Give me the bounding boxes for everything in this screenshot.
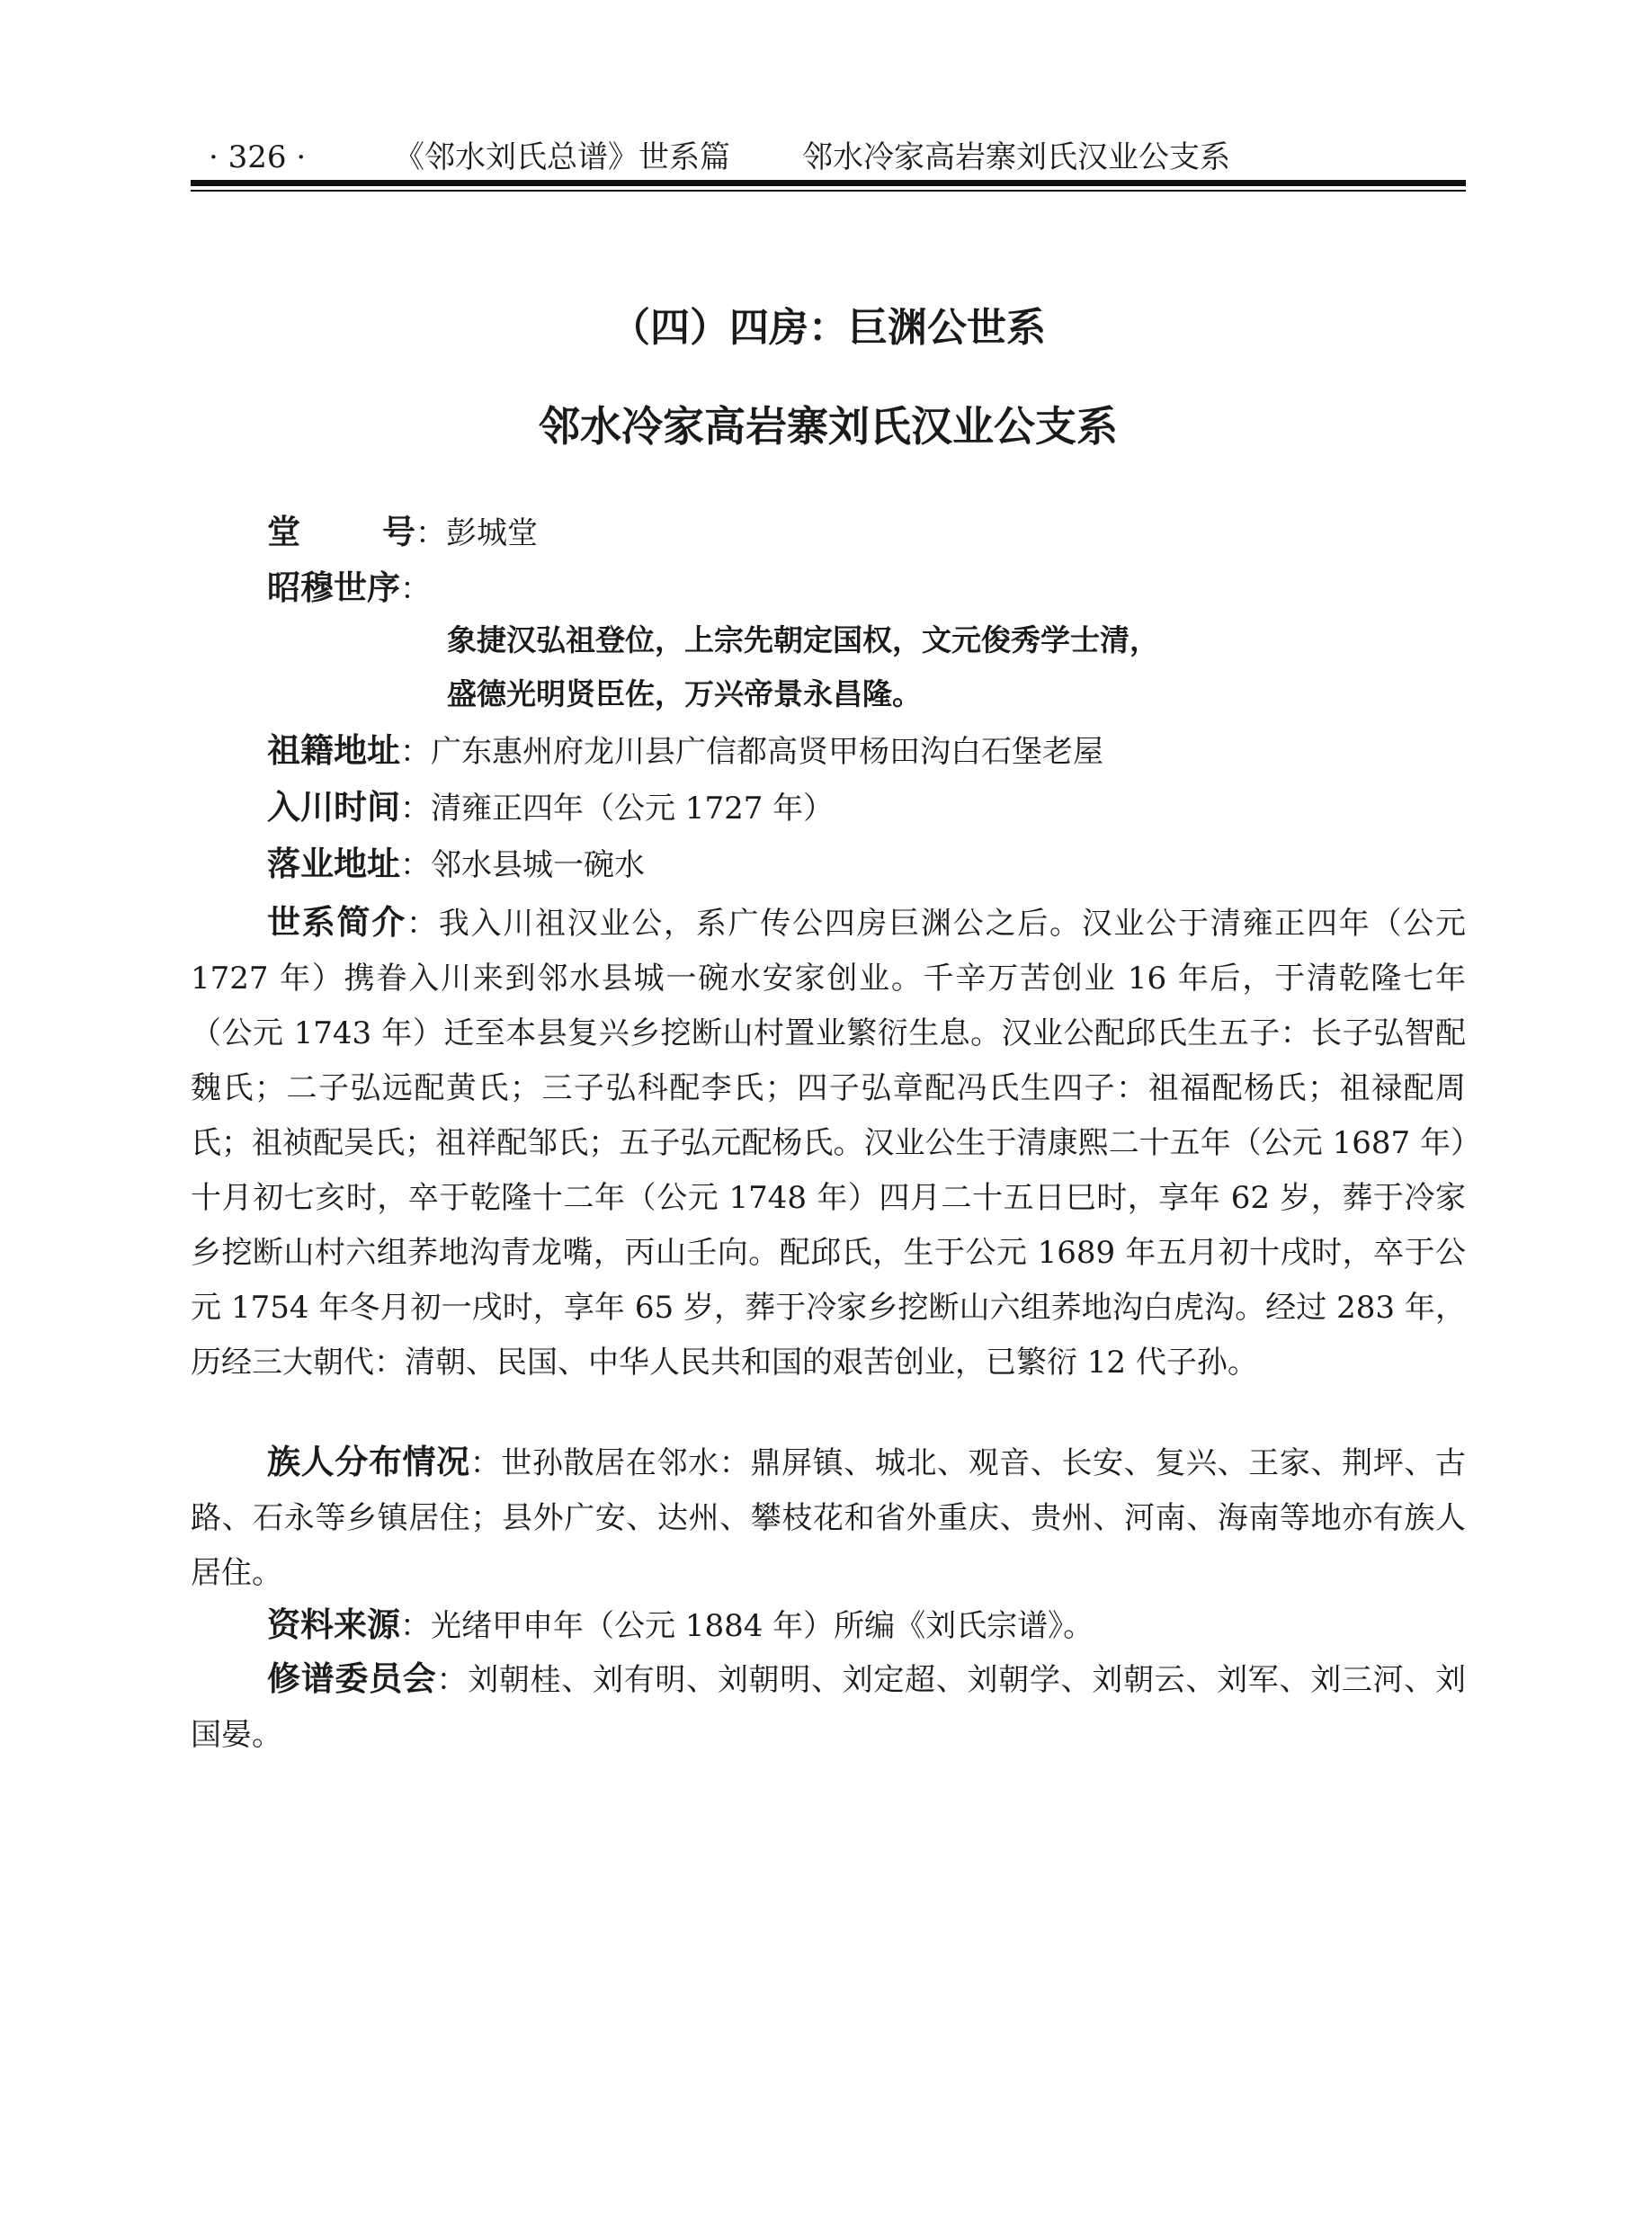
lineage-intro-paragraph <box>191 895 1466 1390</box>
committee-text: 刘朝桂、刘有明、刘朝明、刘定超、刘朝学、刘朝云、刘军、刘三河、刘国晏。 <box>191 1662 1467 1753</box>
entry-time-field <box>267 786 834 830</box>
source-paragraph <box>191 1597 1466 1654</box>
entry-time-value: 清雍正四年（公元 1727 年） <box>431 791 835 827</box>
colon: ： <box>400 734 431 770</box>
lineage-intro-label: 世系简介 <box>267 903 406 942</box>
hall-name-label: 堂号 <box>267 513 415 551</box>
committee-paragraph <box>191 1651 1466 1763</box>
header-rule-thick <box>191 180 1466 186</box>
distribution-label: 族人分布情况 <box>267 1443 470 1481</box>
colon: ： <box>436 1662 469 1698</box>
ancestral-address-field <box>267 729 1103 773</box>
source-label: 资料来源 <box>267 1605 400 1644</box>
settlement-address-label: 落业地址 <box>267 845 400 883</box>
distribution-paragraph <box>191 1435 1466 1601</box>
settlement-address-value: 邻水县城一碗水 <box>431 847 645 883</box>
source-text: 光绪甲申年（公元 1884 年）所编《刘氏宗谱》。 <box>431 1608 1094 1644</box>
ancestral-address-value: 广东惠州府龙川县广信都高贤甲杨田沟白石堡老屋 <box>431 734 1103 770</box>
section-heading: （四）四房：巨渊公世系 <box>611 305 1046 351</box>
ancestral-address-label: 祖籍地址 <box>267 731 400 770</box>
colon: ： <box>400 791 431 827</box>
colon: ： <box>415 515 446 551</box>
generation-verse-line: 盛德光明贤臣佐，万兴帝景永昌隆。 <box>447 676 922 711</box>
colon: ： <box>400 571 431 607</box>
colon: ： <box>400 847 431 883</box>
page-title: 邻水冷家高岩寨刘氏汉业公支系 <box>539 402 1118 451</box>
header-rule-thin <box>191 190 1466 192</box>
running-header <box>191 135 1466 180</box>
generation-order-label: 昭穆世序 <box>267 568 400 607</box>
header-book-title: 《邻水刘氏总谱》世系篇 <box>394 139 730 175</box>
generation-order-field <box>267 567 431 611</box>
generation-verse-line: 象捷汉弘祖登位，上宗先朝定国权，文元俊秀学士清， <box>447 622 1159 657</box>
lineage-intro-text: 我入川祖汉业公，系广传公四房巨渊公之后。汉业公于清雍正四年（公元 1727 年）携眷入川来到邻水县城一碗水安家创业。千辛万苦创业 16 年后，于清乾隆七年（公元 1743 年）迁至本县复兴乡挖断山村置业繁衍生息。汉业公配邱氏生五子：长子弘智配魏氏；二子弘远配黄氏；三子弘科配李氏；四子弘章配冯氏生四子：祖福配杨氏；祖禄配周氏；祖祯配吴氏；祖祥配邹氏；五子弘元配杨氏。汉业公生于清康熙二十五年（公元 1687 年）十月初七亥时，卒于乾隆十二年（公元 1748 年）四月二十五日巳时，享年 62 岁，葬于冷家乡挖断山村六组荞地沟青龙嘴，丙山壬向。配邱氏，生于公元 1689 年五月初十戌时，卒于公元 1754 年冬月初一戌时，享年 65 岁，葬于冷家乡挖断山六组荞地沟白虎沟。经过 283 年，历经三大朝代：清朝、民国、中华人民共和国的艰苦创业，已繁衍 12 代子孙。 <box>191 906 1466 1381</box>
distribution-text: 世孙散居在邻水：鼎屏镇、城北、观音、长安、复兴、王家、荆坪、古路、石永等乡镇居住；县外广安、达州、攀枝花和省外重庆、贵州、河南、海南等地亦有族人居住。 <box>191 1445 1467 1591</box>
hall-name-value: 彭城堂 <box>446 515 538 551</box>
colon: ： <box>400 1608 431 1644</box>
header-branch-title: 邻水冷家高岩寨刘氏汉业公支系 <box>802 139 1230 175</box>
committee-label: 修谱委员会 <box>267 1659 437 1698</box>
settlement-address-field <box>267 843 645 887</box>
hall-name-field <box>267 511 538 555</box>
colon: ： <box>406 906 439 942</box>
page-number: · 326 · <box>209 139 307 175</box>
colon: ： <box>469 1445 502 1481</box>
entry-time-label: 入川时间 <box>267 788 400 827</box>
